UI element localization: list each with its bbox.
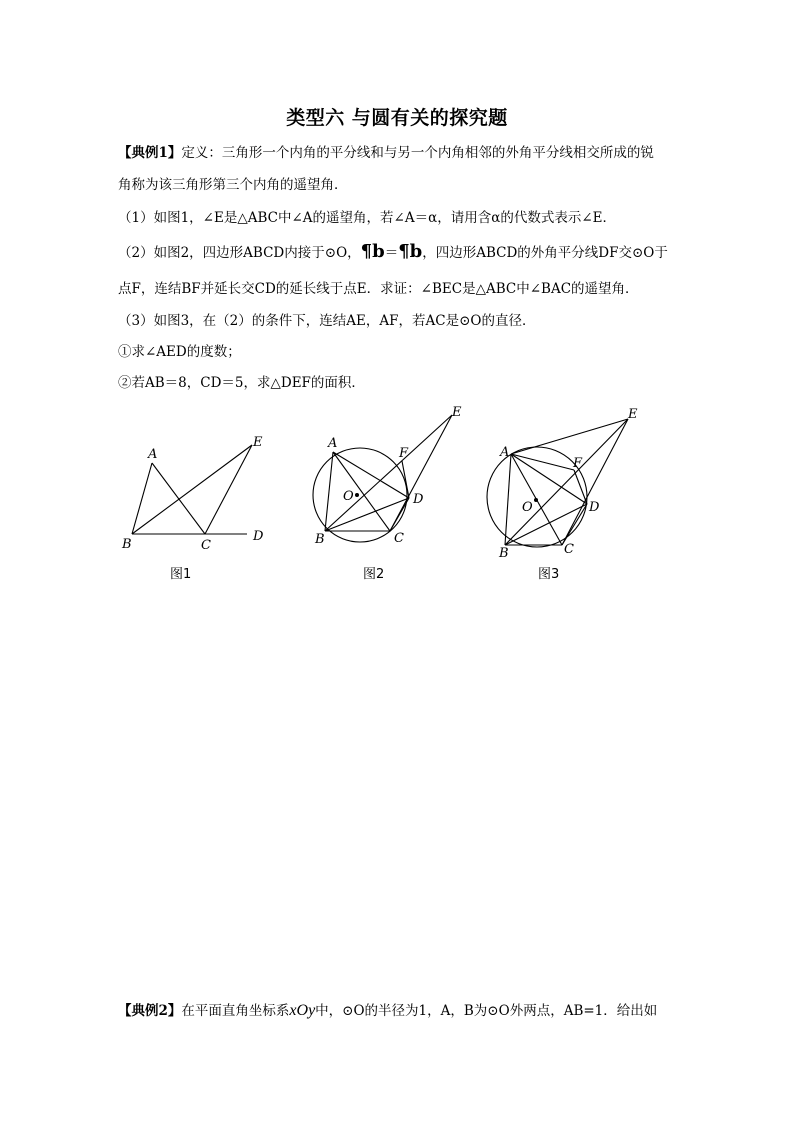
fig2-label-a: A <box>328 436 338 451</box>
figure-2 <box>305 400 475 550</box>
fig3-circle-o <box>487 447 587 547</box>
fig2-circle-o <box>313 448 407 542</box>
fig1-segment-ba <box>132 463 152 534</box>
page-title: 类型六 与圆有关的探究题 <box>286 107 508 129</box>
example2-text-b: 中，⊙O的半径为1，A，B为⊙O外两点，AB=1．给出如 <box>315 1003 658 1019</box>
fig3-caption: 图3 <box>538 567 560 582</box>
q2-text-b: ，四边形ABCD的外角平分线DF交⊙O于 <box>422 245 668 261</box>
figure-3 <box>478 400 648 560</box>
fig2-segment-ce <box>390 415 452 531</box>
example2-line1 <box>118 1001 657 1021</box>
fig3-segment-df <box>574 470 587 504</box>
fig1-caption: 图1 <box>170 567 192 582</box>
example1-def2: 角称为该三角形第三个内角的遥望角． <box>118 177 348 193</box>
fig3-segment-ce <box>562 419 628 545</box>
fig2-center-dot <box>355 493 359 497</box>
fig1-label-e: E <box>253 435 263 450</box>
fig2-segment-bd <box>325 498 409 531</box>
fig2-label-o: O <box>343 489 354 504</box>
example1-def-line1 <box>118 143 654 163</box>
example1-question3-part1: ①求∠AED的度数； <box>118 344 241 360</box>
fig2-label-b: B <box>315 532 325 547</box>
arc-symbol-1: ¶b <box>360 241 385 262</box>
fig2-segment-be <box>325 415 452 531</box>
example1-question2-line1 <box>118 242 668 263</box>
example1-question2-line2: 点F，连结BF并延长交CD的延长线于点E．求证：∠BEC是△ABC中∠BAC的遥望角． <box>118 281 639 297</box>
fig1-label-b: B <box>122 537 132 552</box>
fig3-segment-ab <box>505 454 511 545</box>
fig1-segment-ac <box>152 463 205 534</box>
fig3-center-dot <box>534 498 538 502</box>
fig3-label-o: O <box>522 500 533 515</box>
fig1-label-c: C <box>201 538 211 553</box>
example1-question1: （1）如图1，∠E是△ABC中∠A的遥望角，若∠A＝α，请用含α的代数式表示∠E． <box>118 210 616 226</box>
example2-xoy: xOy <box>289 1002 316 1019</box>
fig3-segment-af <box>511 454 574 470</box>
fig2-segment-ac <box>333 452 390 531</box>
example1-question3-part2: ②若AB＝8，CD＝5，求△DEF的面积． <box>118 375 365 391</box>
example1-label: 【典例1】 <box>118 145 182 161</box>
figure-1 <box>115 430 275 555</box>
fig2-caption: 图2 <box>363 567 385 582</box>
example2-text-a: 在平面直角坐标系 <box>181 1003 290 1019</box>
fig3-label-a: A <box>500 445 510 460</box>
fig1-label-a: A <box>148 447 158 462</box>
fig3-label-e: E <box>628 407 638 422</box>
fig3-label-c: C <box>564 542 574 557</box>
fig3-label-f: F <box>573 456 583 471</box>
example1-question3: （3）如图3，在（2）的条件下，连结AE，AF，若AC是⊙O的直径． <box>118 313 536 329</box>
fig2-label-d: D <box>413 492 424 507</box>
fig2-segment-ab <box>325 452 333 531</box>
q2-text-a: （2）如图2，四边形ABCD内接于⊙O， <box>118 245 361 261</box>
fig1-label-d: D <box>253 529 264 544</box>
example1-def1: 定义：三角形一个内角的平分线和与另一个内角相邻的外角平分线相交所成的锐 <box>181 145 654 161</box>
fig2-segment-df <box>402 461 409 498</box>
fig1-segment-ce <box>205 445 252 534</box>
fig2-label-e: E <box>452 405 462 420</box>
fig2-label-f: F <box>399 446 409 461</box>
fig2-label-c: C <box>394 531 404 546</box>
example2-label: 【典例2】 <box>118 1003 182 1019</box>
q2-equals: ＝ <box>384 245 399 261</box>
fig3-label-d: D <box>589 500 600 515</box>
fig3-label-b: B <box>499 546 509 560</box>
arc-symbol-2: ¶b <box>398 241 423 262</box>
